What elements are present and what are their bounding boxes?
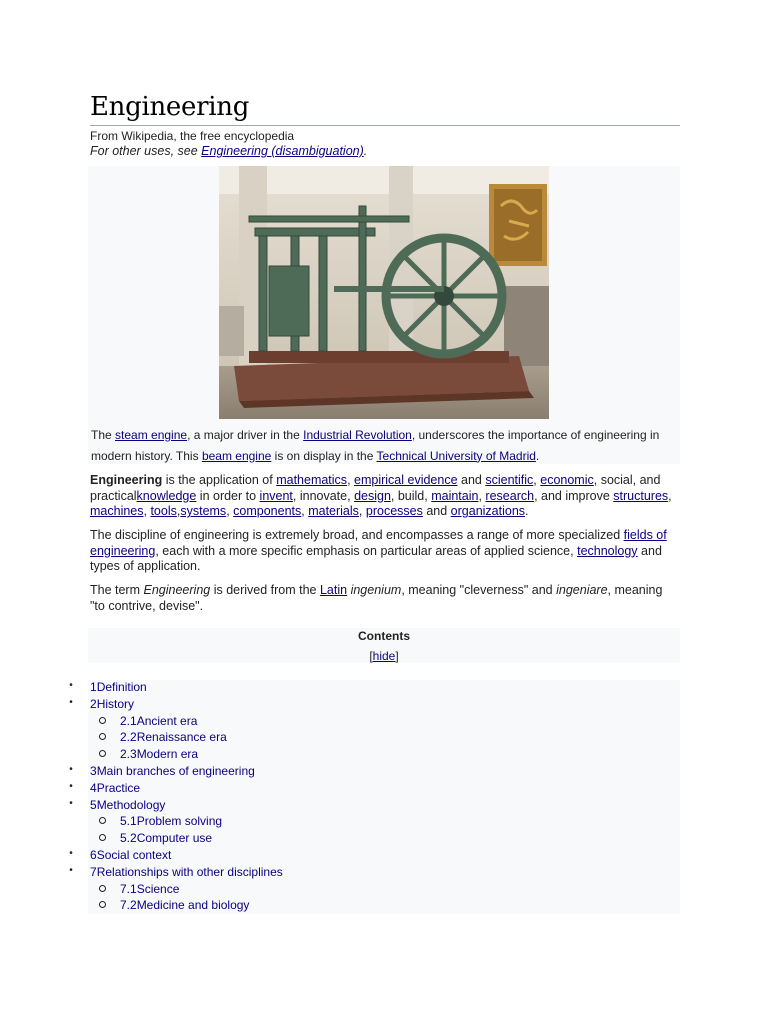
- toc-label: Modern era: [136, 747, 199, 762]
- lead-figure: [88, 166, 680, 464]
- page-title: Engineering: [90, 92, 250, 122]
- toc-number: 2: [90, 696, 97, 711]
- circle-bullet-icon: [99, 885, 106, 892]
- toc-number: 4: [90, 780, 97, 795]
- toc-number: 7.2: [120, 898, 137, 913]
- components-link[interactable]: components: [233, 504, 302, 519]
- toc-label: Ancient era: [136, 713, 198, 728]
- toc-item[interactable]: [120, 898, 249, 915]
- steam-engine-image[interactable]: [219, 166, 549, 419]
- toc-label: Relationships with other disciplines: [96, 864, 283, 879]
- materials-link[interactable]: materials: [308, 504, 359, 519]
- intro-paragraph: Engineering is the application of mathematics, empirical evidence and scientific, economic, social, and practicalknowledge in order to invent, innovate, design, build, maintain, research, and improve structures, machines, tools,systems, components, materials, processes and organizations.: [90, 473, 672, 519]
- toc-label: Social context: [96, 848, 172, 862]
- toc-number: 1: [90, 680, 97, 694]
- toc-number: 6: [90, 848, 97, 862]
- tools-link[interactable]: tools: [150, 504, 177, 519]
- systems-link[interactable]: systems: [180, 504, 227, 519]
- bullet-icon: •: [69, 797, 73, 809]
- toc-label: Science: [136, 881, 180, 896]
- title-divider: [90, 125, 680, 126]
- toc-list: [69, 680, 680, 914]
- bullet-icon: •: [69, 864, 73, 876]
- bullet-icon: •: [69, 696, 73, 708]
- toc-number: 7.1: [120, 881, 137, 896]
- research-link[interactable]: research: [485, 488, 535, 503]
- processes-link[interactable]: processes: [365, 504, 423, 519]
- bullet-icon: •: [69, 680, 73, 691]
- etymology-paragraph: The term Engineering is derived from the Latin ingenium, meaning "cleverness" and ingeniare, meaning "to contrive, devise".: [90, 583, 663, 613]
- toc-item[interactable]: [120, 747, 198, 764]
- bullet-icon: •: [69, 848, 73, 859]
- toc-number: 2.3: [120, 747, 137, 762]
- circle-bullet-icon: [99, 834, 106, 841]
- circle-bullet-icon: [99, 750, 106, 757]
- image-caption: The steam engine, a major driver in the Industrial Revolution, underscores the importance of engineering in modern history. This beam engine is on display in the Technical University of Madrid.: [91, 428, 660, 463]
- circle-bullet-icon: [99, 901, 106, 908]
- toc-label: Methodology: [96, 797, 166, 812]
- toc-label: Medicine and biology: [136, 898, 250, 913]
- toc-header: [88, 628, 680, 663]
- toc-toggle: [hide]: [369, 649, 399, 663]
- toc-number: 2.1: [120, 713, 137, 728]
- bullet-icon: •: [69, 780, 73, 792]
- mathematics-link[interactable]: mathematics: [276, 473, 348, 487]
- toc-number: 5.2: [120, 831, 137, 846]
- design-link[interactable]: design: [354, 488, 391, 503]
- toc-item[interactable]: [120, 814, 222, 831]
- toc-label: History: [96, 696, 135, 711]
- discipline-paragraph: The discipline of engineering is extremely broad, and encompasses a range of more specialized fields of engineering, each with a more specific emphasis on particular areas of applied science, technology and types of application.: [90, 528, 667, 574]
- maintain-link[interactable]: maintain: [431, 488, 479, 503]
- circle-bullet-icon: [99, 717, 106, 724]
- toc-item[interactable]: [120, 714, 197, 731]
- toc-label: Definition: [96, 680, 147, 694]
- toc-label: Problem solving: [136, 814, 223, 829]
- disambiguation-link[interactable]: Engineering (disambiguation): [201, 144, 364, 158]
- toc-item[interactable]: [69, 780, 141, 798]
- circle-bullet-icon: [99, 817, 106, 824]
- toc-number: 3: [90, 764, 97, 778]
- toc-label: Computer use: [136, 831, 213, 846]
- tagline: From Wikipedia, the free encyclopedia: [90, 129, 295, 143]
- toc-item[interactable]: [69, 680, 147, 697]
- hatnote: For other uses, see Engineering (disambiguation).: [90, 144, 368, 158]
- invent-link[interactable]: invent: [259, 488, 293, 503]
- toc-number: 7: [90, 864, 97, 879]
- toc-number: 2.2: [120, 730, 137, 745]
- toc-item[interactable]: [69, 848, 172, 865]
- toc-number: 5.1: [120, 814, 137, 829]
- toc-title: Contents: [358, 629, 410, 643]
- economic-link[interactable]: economic: [540, 473, 594, 487]
- toc-item[interactable]: [120, 831, 212, 848]
- beam-engine-link[interactable]: beam engine: [201, 448, 272, 463]
- knowledge-link[interactable]: knowledge: [136, 488, 197, 503]
- toc-item[interactable]: [69, 797, 166, 815]
- toc-label: Main branches of engineering: [96, 764, 255, 778]
- fields-of-engineering-link[interactable]: fields of engineering: [90, 528, 667, 558]
- toc-item[interactable]: [120, 882, 179, 899]
- structures-link[interactable]: structures: [613, 488, 669, 503]
- industrial-revolution-link[interactable]: Industrial Revolution: [303, 428, 412, 442]
- latin-link[interactable]: Latin: [319, 583, 348, 597]
- empirical-evidence-link[interactable]: empirical evidence: [354, 473, 458, 487]
- steam-engine-link[interactable]: steam engine: [115, 428, 188, 442]
- toc-item[interactable]: [69, 764, 255, 781]
- circle-bullet-icon: [99, 733, 106, 740]
- organizations-link[interactable]: organizations: [450, 504, 526, 519]
- toc-hide-link[interactable]: hide: [372, 649, 396, 663]
- toc-item[interactable]: [120, 730, 227, 747]
- toc-label: Renaissance era: [136, 730, 227, 745]
- bullet-icon: •: [69, 764, 73, 775]
- toc-item[interactable]: [69, 864, 283, 882]
- technical-university-link[interactable]: Technical University of Madrid: [376, 448, 536, 463]
- toc-item[interactable]: [69, 696, 135, 714]
- toc-number: 5: [90, 797, 97, 812]
- scientific-link[interactable]: scientific: [485, 473, 534, 487]
- toc-label: Practice: [96, 780, 141, 795]
- technology-link[interactable]: technology: [577, 543, 638, 558]
- machines-link[interactable]: machines: [90, 504, 144, 519]
